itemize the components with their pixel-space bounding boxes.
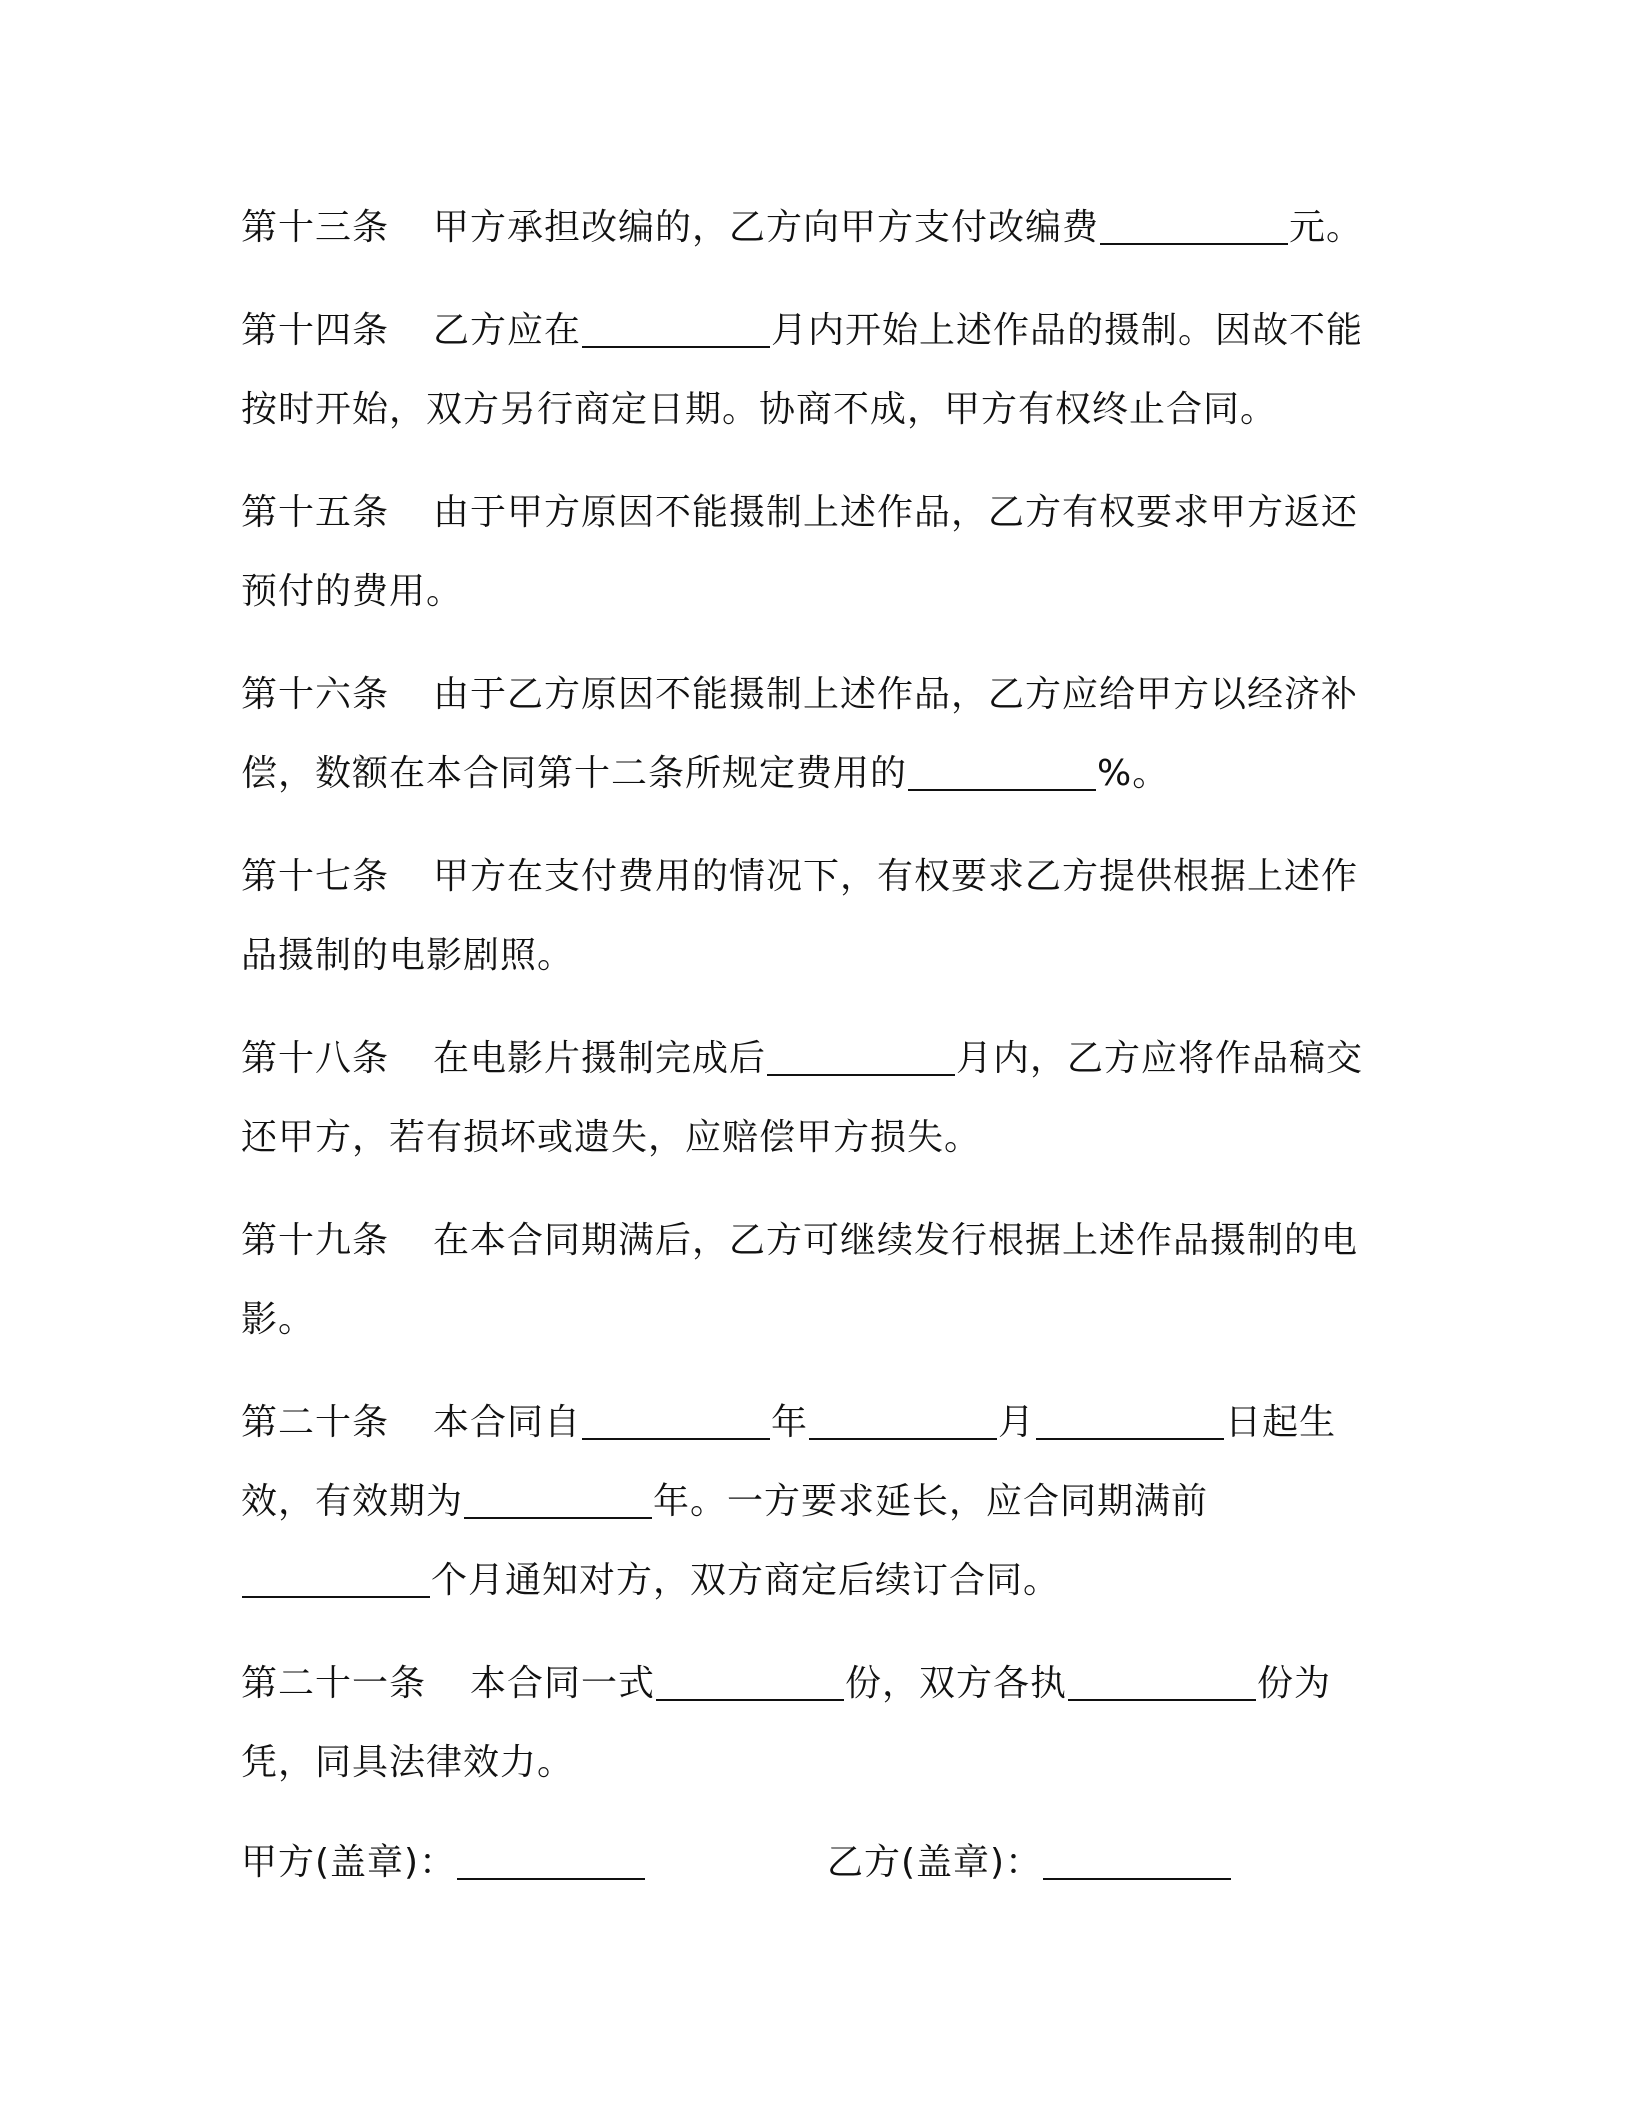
party-b-signature — [827, 1823, 1232, 1902]
article-paragraph — [241, 1201, 1391, 1359]
article-text: 在本合同期满后，乙方可继续发行根据上述作品摄制的电影。 — [241, 1220, 1359, 1340]
party-a-signature-blank — [457, 1838, 645, 1880]
article-text: 月 — [998, 1402, 1036, 1443]
article-number: 第二十一条 — [241, 1663, 427, 1704]
article-text: 份，双方各执 — [845, 1663, 1068, 1704]
fill-in-blank — [1100, 203, 1288, 245]
fill-in-blank — [242, 1556, 430, 1598]
fill-in-blank — [809, 1398, 997, 1440]
article-text: 在电影片摄制完成后 — [433, 1038, 767, 1079]
party-b-label: 乙方(盖章)： — [827, 1842, 1043, 1883]
article-text: 甲方承担改编的，乙方向甲方支付改编费 — [433, 207, 1100, 248]
article-number: 第十八条 — [241, 1038, 390, 1079]
article-text: 份为凭，同具法律效力。 — [241, 1663, 1332, 1783]
contract-articles — [241, 188, 1391, 1802]
fill-in-blank — [656, 1659, 844, 1701]
article-paragraph — [241, 473, 1391, 631]
fill-in-blank — [582, 306, 770, 348]
article-paragraph — [241, 291, 1391, 449]
article-text: 月内开始上述作品的摄制。因故不能按时开始，双方另行商定日期。协商不成，甲方有权终止合同。 — [241, 310, 1364, 430]
article-number: 第十七条 — [241, 856, 390, 897]
article-number: 第十五条 — [241, 492, 390, 533]
article-paragraph — [241, 1644, 1391, 1802]
party-a-signature — [241, 1823, 646, 1902]
article-number: 第十六条 — [241, 674, 390, 715]
article-paragraph — [241, 655, 1391, 813]
article-paragraph — [241, 837, 1391, 995]
article-text: 乙方应在 — [433, 310, 582, 351]
party-b-signature-blank — [1043, 1838, 1231, 1880]
article-text: 日起生效，有效期为 — [241, 1402, 1337, 1522]
article-text: 本合同一式 — [470, 1663, 656, 1704]
article-number: 第十四条 — [241, 310, 390, 351]
article-text: 由于乙方原因不能摄制上述作品，乙方应给甲方以经济补偿，数额在本合同第十二条所规定费用的 — [241, 674, 1359, 794]
article-text: 由于甲方原因不能摄制上述作品，乙方有权要求甲方返还预付的费用。 — [241, 492, 1359, 612]
article-text: 年。一方要求延长，应合同期满前 — [653, 1481, 1209, 1522]
article-text: %。 — [1097, 753, 1170, 794]
article-text: 甲方在支付费用的情况下，有权要求乙方提供根据上述作品摄制的电影剧照。 — [241, 856, 1359, 976]
article-paragraph — [241, 1383, 1391, 1620]
fill-in-blank — [908, 749, 1096, 791]
article-text: 月内，乙方应将作品稿交还甲方，若有损坏或遗失，应赔偿甲方损失。 — [241, 1038, 1364, 1158]
fill-in-blank — [767, 1034, 955, 1076]
article-text: 本合同自 — [433, 1402, 582, 1443]
article-number: 第十九条 — [241, 1220, 390, 1261]
fill-in-blank — [1068, 1659, 1256, 1701]
article-paragraph — [241, 1019, 1391, 1177]
article-text: 元。 — [1289, 207, 1364, 248]
fill-in-blank — [582, 1398, 770, 1440]
article-number: 第十三条 — [241, 207, 390, 248]
article-paragraph — [241, 188, 1391, 267]
article-text: 个月通知对方，双方商定后续订合同。 — [431, 1560, 1061, 1601]
fill-in-blank — [1036, 1398, 1224, 1440]
article-text: 年 — [771, 1402, 809, 1443]
fill-in-blank — [464, 1477, 652, 1519]
party-a-label: 甲方(盖章)： — [241, 1842, 457, 1883]
article-number: 第二十条 — [241, 1402, 390, 1443]
